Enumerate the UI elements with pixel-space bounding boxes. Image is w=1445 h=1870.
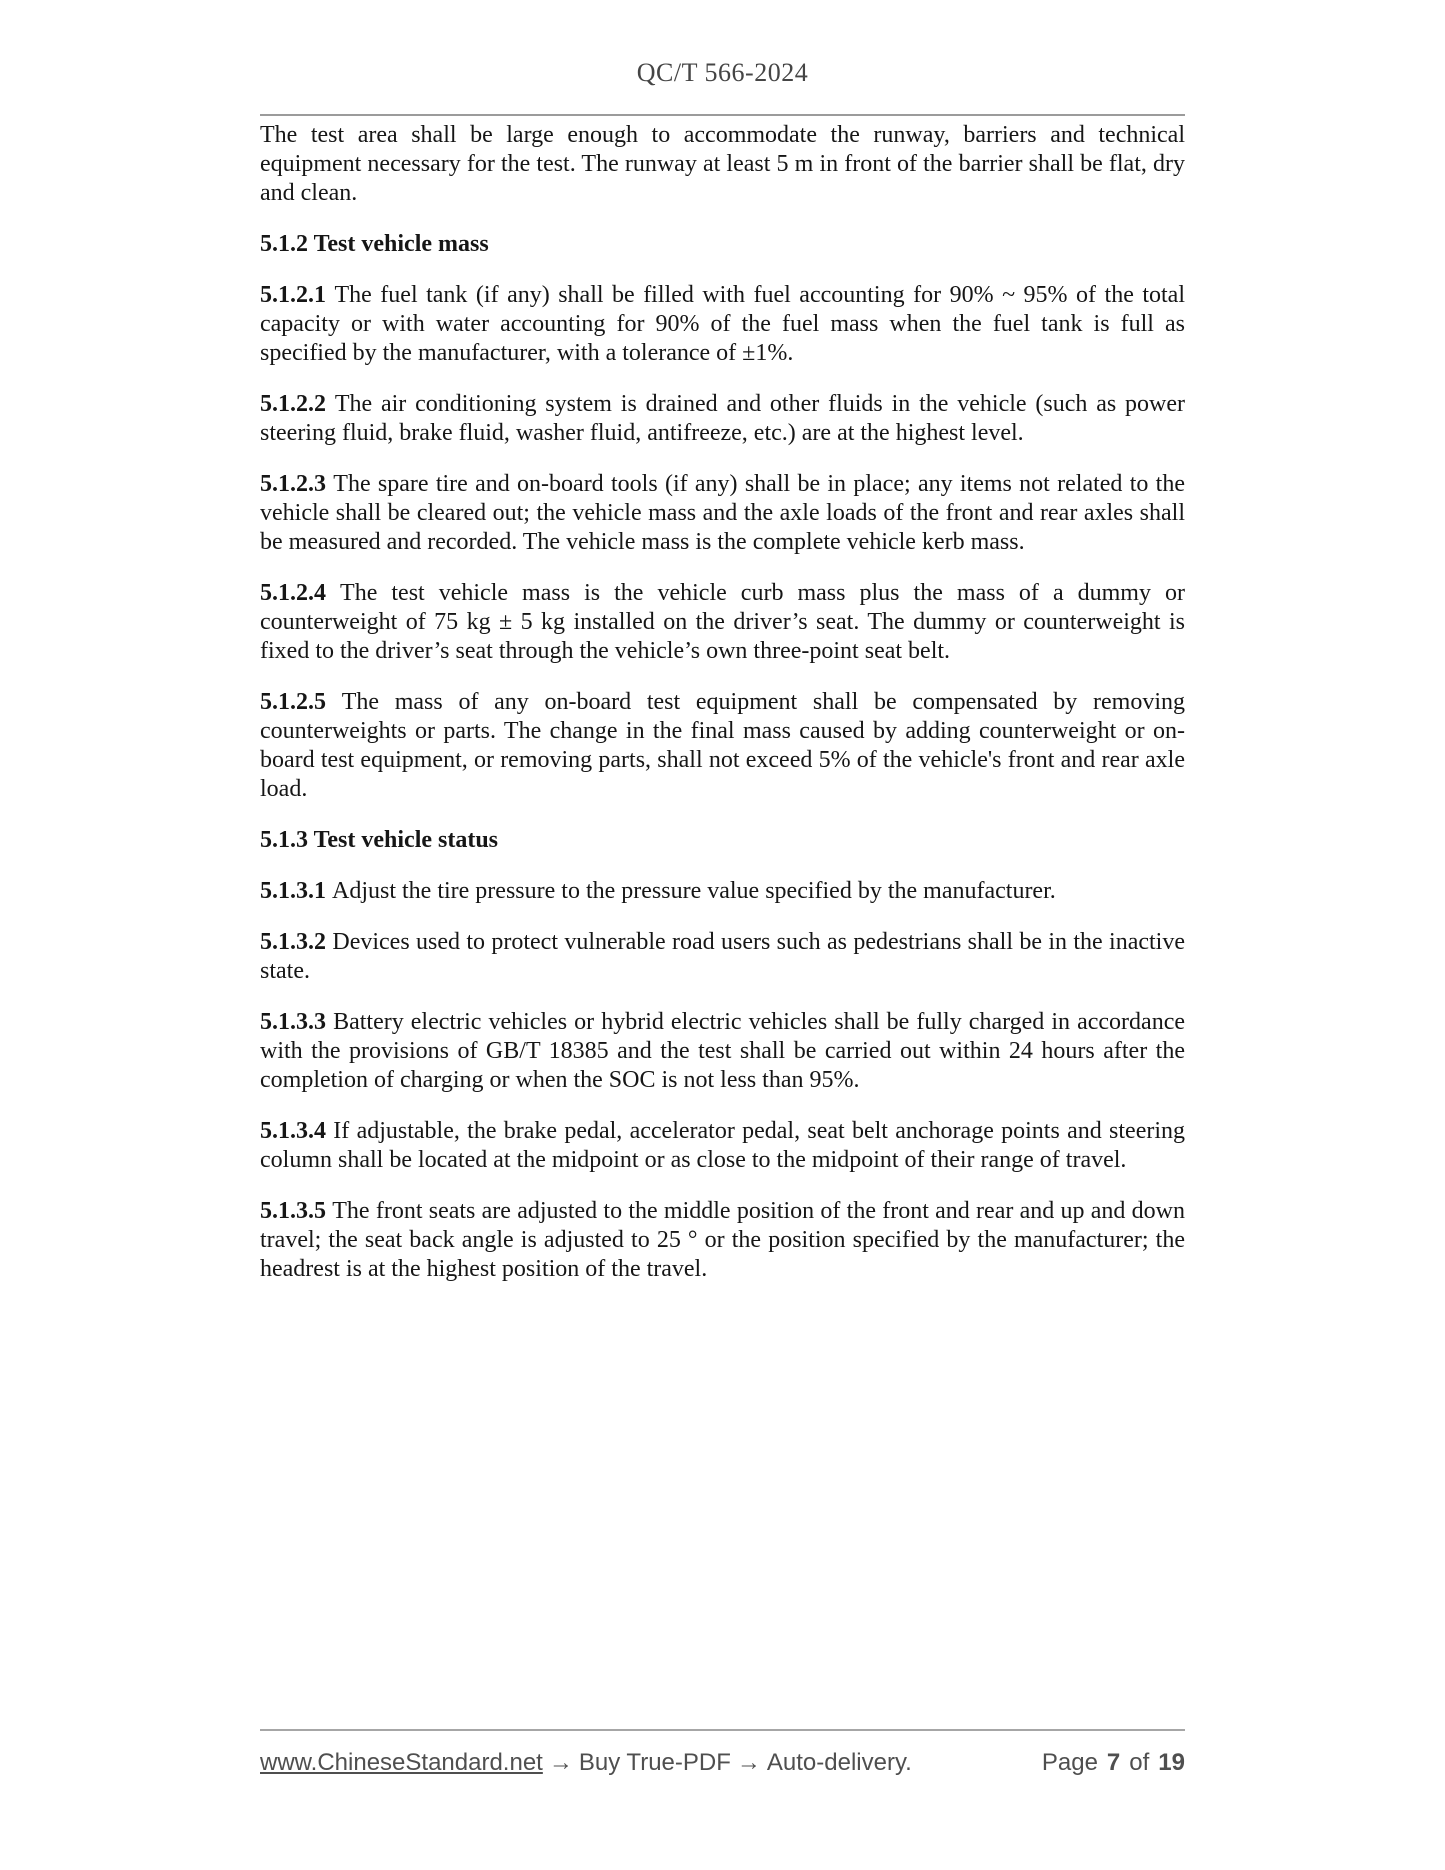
clause-text: The fuel tank (if any) shall be filled with fuel accounting for 90% ~ 95% of the total capacity or with water accounting for 90% of the fuel mass when the fuel tank is full as specified by the manufacturer, with a tolerance of ±1%.	[260, 282, 1185, 366]
clause-text: Test vehicle mass	[313, 231, 489, 257]
page-label: Page	[1041, 1749, 1098, 1776]
heading-5-1-2	[260, 230, 1185, 259]
document-body	[260, 121, 1185, 1306]
clause-number: 5.1.2	[260, 231, 308, 257]
footer-divider	[260, 1729, 1185, 1731]
document-code: QC/T 566-2024	[636, 58, 809, 87]
clause-5-1-3-1	[260, 877, 1185, 906]
clause-text: The air conditioning system is drained and other fluids in the vehicle (such as power steering fluid, brake fluid, washer fluid, antifreeze, etc.) are at the highest level.	[260, 391, 1185, 446]
page-total: 19	[1158, 1749, 1185, 1776]
clause-text: The test vehicle mass is the vehicle curb mass plus the mass of a dummy or counterweight of 75 kg ± 5 kg installed on the driver’s seat. The dummy or counterweight is fixed to the driver’s seat through the vehicle’s own three-point seat belt.	[260, 580, 1185, 664]
clause-text: Adjust the tire pressure to the pressure value specified by the manufacturer.	[332, 878, 1056, 904]
clause-number: 5.1.3	[260, 827, 308, 853]
clause-text: Battery electric vehicles or hybrid electric vehicles shall be fully charged in accordance with the provisions of GB/T 18385 and the test shall be carried out within 24 hours after the completion of charging or when the SOC is not less than 95%.	[260, 1009, 1186, 1093]
clause-number: 5.1.2.1	[260, 282, 326, 308]
clause-text: The mass of any on-board test equipment shall be compensated by removing counterweights or parts. The change in the final mass caused by adding counterweight or on-board test equipment, or removing parts, shall not exceed 5% of the vehicle's front and rear axle load.	[260, 689, 1186, 802]
arrow-right-icon: →	[736, 1749, 761, 1776]
clause-5-1-2-4	[260, 579, 1185, 666]
clause-number: 5.1.3.1	[260, 878, 326, 904]
clause-5-1-3-3	[260, 1008, 1185, 1095]
clause-5-1-3-2	[260, 928, 1185, 986]
arrow-right-icon: →	[548, 1749, 573, 1776]
footer-site-link[interactable]: www.ChineseStandard.net	[260, 1749, 543, 1776]
clause-number: 5.1.3.5	[260, 1198, 326, 1224]
clause-text: Devices used to protect vulnerable road users such as pedestrians shall be in the inactive state.	[260, 929, 1185, 984]
page-footer	[260, 1749, 1185, 1777]
header-divider	[260, 114, 1185, 116]
clause-number: 5.1.3.3	[260, 1009, 326, 1035]
clause-number: 5.1.2.2	[260, 391, 326, 417]
clause-5-1-3-4	[260, 1117, 1185, 1175]
footer-info	[260, 1749, 912, 1777]
clause-text: The spare tire and on-board tools (if any) shall be in place; any items not related to the vehicle shall be cleared out; the vehicle mass and the axle loads of the front and rear axles shall be measured and recorded. The vehicle mass is the complete vehicle kerb mass.	[260, 471, 1185, 555]
page-number: 7	[1106, 1749, 1121, 1776]
footer-delivery-label: Auto-delivery.	[766, 1749, 912, 1776]
clause-number: 5.1.3.4	[260, 1118, 326, 1144]
clause-text: The test area shall be large enough to accommodate the runway, barriers and technical equipment necessary for the test. The runway at least 5 m in front of the barrier shall be flat, dry and clean.	[260, 122, 1185, 206]
clause-text: Test vehicle status	[313, 827, 499, 853]
clause-5-1-2-1	[260, 281, 1185, 368]
clause-5-1-2-3	[260, 470, 1185, 557]
clause-5-1-2-2	[260, 390, 1185, 448]
clause-text: The front seats are adjusted to the middle position of the front and rear and up and down travel; the seat back angle is adjusted to 25 ° or the position specified by the manufacturer; the headrest is at the highest position of the travel.	[260, 1198, 1186, 1282]
page-indicator	[1042, 1749, 1185, 1777]
footer-buy-label: Buy True-PDF	[578, 1749, 731, 1776]
clause-number: 5.1.2.3	[260, 471, 326, 497]
clause-number: 5.1.3.2	[260, 929, 326, 955]
clause-number: 5.1.2.5	[260, 689, 326, 715]
clause-5-1-3-5	[260, 1197, 1185, 1284]
clause-number: 5.1.2.4	[260, 580, 326, 606]
of-label: of	[1129, 1749, 1150, 1776]
heading-5-1-3	[260, 826, 1185, 855]
clause-text: If adjustable, the brake pedal, accelerator pedal, seat belt anchorage points and steering column shall be located at the midpoint or as close to the midpoint of their range of travel.	[260, 1118, 1186, 1173]
intro-paragraph	[260, 121, 1185, 208]
clause-5-1-2-5	[260, 688, 1185, 804]
